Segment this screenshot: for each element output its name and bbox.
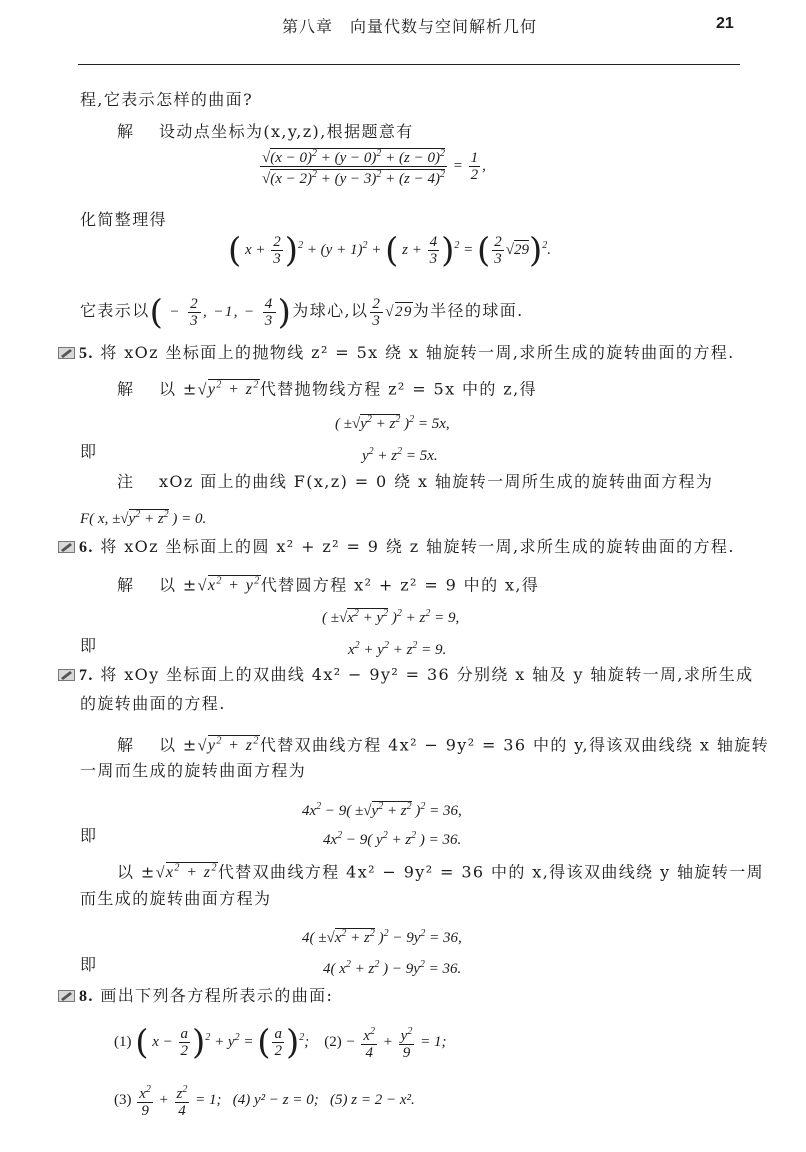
q4-distance-ratio-equation: $\frac{√(x - 0)^2 + (y - 0)^2 + (z - 0)^2}{√(x - 2)^2 + (y - 3)^2 + (z - 4)^2}$ = $\frac{1}{2}$ , bbox=[262, 148, 486, 187]
exercise-pencil-icon bbox=[58, 541, 75, 553]
q7-x-axis-substitution: $4x^2 - 9( \pm√y^2 + z^2$ )$^2$ = 36, bbox=[302, 801, 462, 819]
q7-solution1-line2: 一周而生成的旋转曲面方程为 bbox=[80, 761, 307, 780]
q7-y-axis-result: 4( $x^2 + z^2$ ) − $9y^2 = 36$. bbox=[323, 959, 462, 977]
q5-substitution-equation: ( $\pm√y^2 + z^2$ )$^2$ = 5x, bbox=[335, 414, 450, 432]
q8-problem-text: 画出下列各方程所表示的曲面: bbox=[100, 986, 334, 1005]
conclusion-part-b: 为球心,以 bbox=[292, 300, 369, 320]
q8-items-1-2: (1) ( x − $\frac{a}{2}$ )$^2 + y^2$ = ( $\frac{a}{2}$ )$^2$; (2) − $\frac{x^2}{4}$ + $\frac{y^2}{9}$ = 1; bbox=[114, 1022, 447, 1063]
q6-result-equation: $x^2 + y^2 + z^2 = 9$. bbox=[348, 640, 447, 658]
q6-solution: 解 以 $\pm√x^2 + y^2$代替圆方程 x² + z² = 9 中的 x,得 bbox=[117, 575, 540, 595]
q7-x-axis-result: $4x^2 - 9$( $y^2 + z^2$ ) = 36. bbox=[323, 830, 462, 848]
q4-solution-intro bbox=[117, 122, 414, 142]
q7-solution1: 解 以 $\pm√y^2 + z^2$代替双曲线方程 4x² − 9y² = 36 中的 y,得该双曲线绕 x 轴旋转 bbox=[117, 735, 770, 755]
q4-continuation: 程,它表示怎样的曲面? bbox=[80, 90, 254, 109]
conclusion-part-a: 它表示以 bbox=[80, 300, 150, 320]
exercise-pencil-icon bbox=[58, 347, 75, 359]
conclusion-part-c: 为半径的球面. bbox=[412, 300, 524, 320]
q5-note: 注 xOz 面上的曲线 F(x,z) = 0 绕 x 轴旋转一周所生成的旋转曲面方程为 bbox=[117, 472, 714, 491]
q7-problem: 7. 将 xOy 坐标面上的双曲线 4x² − 9y² = 36 分别绕 x 轴及 y 轴旋转一周,求所生成 bbox=[58, 665, 754, 686]
q5-solution: 解 以 $\pm√y^2 + z^2$代替抛物线方程 z² = 5x 中的 z,得 bbox=[117, 379, 538, 399]
q7-solution2-line2: 而生成的旋转曲面方程为 bbox=[80, 889, 272, 908]
hence-label: 即 bbox=[80, 442, 98, 461]
hence-label: 即 bbox=[80, 826, 98, 845]
q5-note-formula: F( x, $\pm√y^2 + z^2$ ) = 0. bbox=[80, 509, 207, 527]
hence-label: 即 bbox=[80, 955, 98, 974]
exercise-pencil-icon bbox=[58, 990, 75, 1002]
solution-label: 解 bbox=[117, 122, 134, 141]
q7-y-axis-substitution: $4( \pm√x^2 + z^2$ )$^2 - 9y^2 = 36$, bbox=[302, 928, 462, 946]
exercise-pencil-icon bbox=[58, 669, 75, 681]
q7-solution2: 以 $\pm√x^2 + z^2$代替双曲线方程 4x² − 9y² = 36 中的 x,得该双曲线绕 y 轴旋转一周 bbox=[117, 862, 764, 882]
header-rule bbox=[78, 64, 740, 65]
q6-substitution-equation: ( $\pm√x^2 + y^2$ )$^2 + z^2 = 9$, bbox=[322, 608, 460, 626]
q4-conclusion: 它表示以( − $\frac{2}{3}$ , −1, − $\frac{4}{3}$ )为球心,以 $\frac{2}{3}$ √29为半径的球面. bbox=[80, 292, 524, 333]
q7-problem-line2: 的旋转曲面的方程. bbox=[80, 694, 226, 713]
q4-sphere-equation: ( x + $\frac{2}{3}$ )$^2 + (y + 1)^2$ + ( z + $\frac{4}{3}$ )$^2$ = ( $\frac{2}{3}$ √29)$^2$. bbox=[228, 230, 551, 271]
chapter-title: 第八章 向量代数与空间解析几何 bbox=[282, 17, 538, 36]
page-number: 21 bbox=[716, 15, 734, 32]
q6-problem-text: 将 xOz 坐标面上的圆 x² + z² = 9 绕 z 轴旋转一周,求所生成的旋转曲面的方程. bbox=[100, 537, 735, 556]
q7-problem-text: 将 xOy 坐标面上的双曲线 4x² − 9y² = 36 分别绕 x 轴及 y 轴旋转一周,求所生成 bbox=[100, 665, 754, 684]
q5-problem-text: 将 xOz 坐标面上的抛物线 z² = 5x 绕 x 轴旋转一周,求所生成的旋转曲面的方程. bbox=[100, 343, 735, 362]
hence-label: 即 bbox=[80, 636, 98, 655]
q8-items-3-5: (3) $\frac{x^2}{9}$ + $\frac{z^2}{4}$ = 1; (4) y² − z = 0; (5) z = 2 − x². bbox=[114, 1084, 415, 1119]
solution-text: 设动点坐标为(x,y,z),根据题意有 bbox=[158, 122, 414, 141]
q6-problem: 6. 将 xOz 坐标面上的圆 x² + z² = 9 绕 z 轴旋转一周,求所生成的旋转曲面的方程. bbox=[58, 537, 735, 558]
note-label: 注 bbox=[117, 472, 134, 491]
q5-problem: 5. 将 xOz 坐标面上的抛物线 z² = 5x 绕 x 轴旋转一周,求所生成的旋转曲面的方程. bbox=[58, 343, 735, 364]
q8-problem: 8. 画出下列各方程所表示的曲面: bbox=[58, 986, 333, 1007]
q5-result-equation: $y^2 + z^2 = 5x$. bbox=[362, 446, 438, 464]
q4-simplify: 化简整理得 bbox=[80, 210, 168, 229]
